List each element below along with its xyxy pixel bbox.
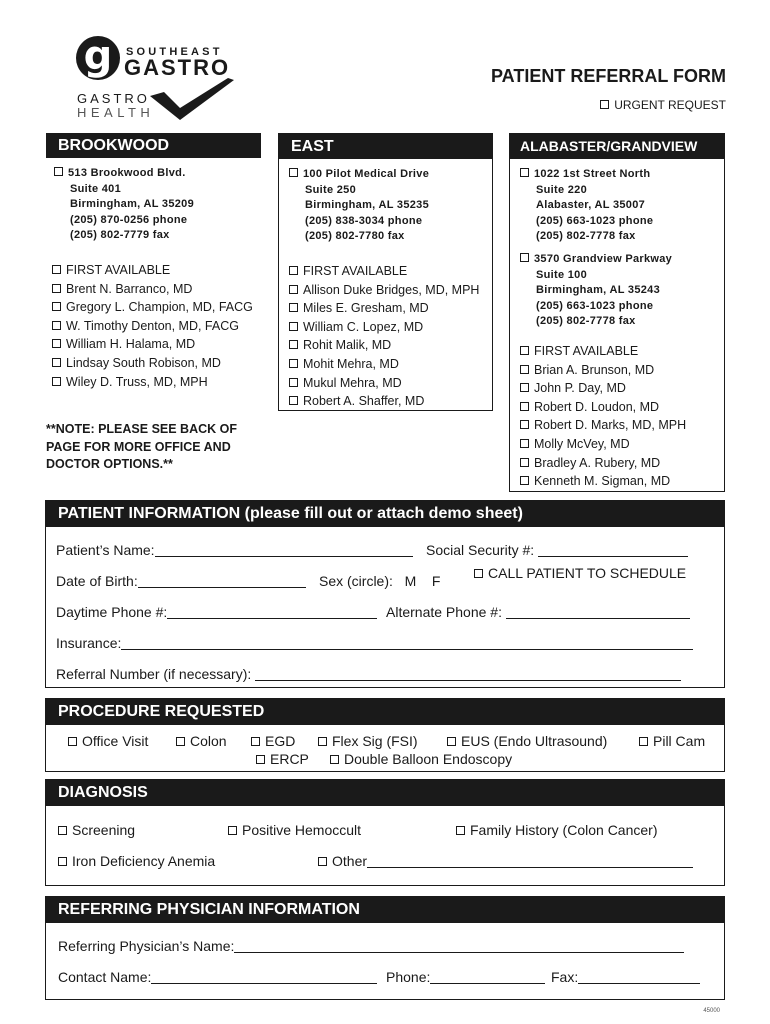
option-label: Iron Deficiency Anemia: [72, 853, 216, 869]
alternate-phone-field[interactable]: [386, 604, 690, 620]
diagnosis-section: [45, 779, 725, 886]
doctor-label: Lindsay South Robison, MD: [66, 355, 221, 370]
logo-gastro-health-line2: HEALTH: [77, 105, 155, 120]
contact-name-input[interactable]: [151, 970, 377, 984]
doctor-option[interactable]: [289, 262, 492, 281]
doctor-label: Brian A. Brunson, MD: [534, 362, 655, 377]
checkbox[interactable]: [289, 359, 298, 368]
checkbox[interactable]: [520, 168, 529, 177]
checkbox[interactable]: [289, 378, 298, 387]
doctor-option[interactable]: [52, 335, 261, 354]
field-label: Alternate Phone #:: [386, 604, 502, 620]
procedure-option[interactable]: [318, 733, 418, 749]
diagnosis-option[interactable]: [58, 853, 215, 869]
option-label: Positive Hemoccult: [242, 822, 362, 838]
doctor-option[interactable]: [289, 299, 492, 318]
insurance-field[interactable]: [56, 635, 693, 651]
checkbox[interactable]: [520, 439, 529, 448]
address-option[interactable]: [289, 167, 492, 183]
doctor-list: [46, 244, 261, 391]
referring-physician-section: [45, 896, 725, 1000]
checkbox[interactable]: [318, 857, 327, 866]
checkbox[interactable]: [52, 377, 61, 386]
checkbox[interactable]: [456, 826, 465, 835]
doctor-list: [510, 330, 724, 491]
ssn-input[interactable]: [538, 543, 688, 557]
sex-field: [319, 573, 440, 589]
field-label: Social Security #:: [426, 542, 535, 558]
logo-gastro-health-line1: GASTRO: [77, 91, 150, 106]
doctor-label: Robert D. Marks, MD, MPH: [534, 418, 687, 433]
doctor-option[interactable]: [520, 379, 724, 398]
doctor-option[interactable]: [289, 318, 492, 337]
checkbox[interactable]: [256, 755, 265, 764]
doctor-option[interactable]: [52, 354, 261, 373]
other-input[interactable]: [367, 854, 693, 868]
address-line: (205) 802-7780 fax: [305, 230, 405, 243]
section-heading: PATIENT INFORMATION (please fill out or attach demo sheet): [46, 501, 724, 527]
checkbox[interactable]: [52, 321, 61, 330]
field-label: Phone:: [386, 969, 431, 985]
address-line: 513 Brookwood Blvd.: [68, 167, 186, 179]
checkbox[interactable]: [639, 737, 648, 746]
option-label: Flex Sig (FSI): [332, 733, 418, 749]
checkbox[interactable]: [318, 737, 327, 746]
doctor-label: William C. Lopez, MD: [303, 319, 424, 334]
field-label: Daytime Phone #:: [56, 604, 168, 620]
insurance-input[interactable]: [121, 636, 693, 650]
doctor-label: Allison Duke Bridges, MD, MPH: [303, 282, 480, 297]
doctor-label: Wiley D. Truss, MD, MPH: [66, 374, 208, 389]
doctor-label: Gregory L. Champion, MD, FACG: [66, 300, 253, 315]
fax-input[interactable]: [578, 970, 700, 984]
procedure-option[interactable]: [251, 733, 295, 749]
procedure-option[interactable]: [68, 733, 148, 749]
address-option[interactable]: [520, 252, 724, 268]
checkbox[interactable]: [52, 339, 61, 348]
option-label: Other: [332, 853, 368, 869]
doctor-option[interactable]: [520, 398, 724, 417]
option-label: ERCP: [270, 751, 309, 767]
checkbox[interactable]: [52, 284, 61, 293]
address-option[interactable]: [520, 167, 724, 183]
doctor-option[interactable]: [52, 317, 261, 336]
doctor-label: Robert A. Shaffer, MD: [303, 394, 425, 409]
checkbox[interactable]: [68, 737, 77, 746]
field-label: Contact Name:: [58, 969, 152, 985]
doctor-label: FIRST AVAILABLE: [303, 263, 408, 278]
address-line: (205) 802-7778 fax: [536, 230, 636, 243]
form-title: PATIENT REFERRAL FORM: [491, 66, 726, 86]
doctor-label: Bradley A. Rubery, MD: [534, 455, 661, 470]
doctor-option[interactable]: [52, 280, 261, 299]
location-brookwood: [46, 133, 261, 391]
contact-name-field[interactable]: [58, 969, 377, 985]
checkbox[interactable]: [54, 167, 63, 176]
address-line: 1022 1st Street North: [534, 168, 651, 180]
checkbox[interactable]: [52, 358, 61, 367]
checkmark-logo-icon: [150, 78, 234, 122]
doctor-option[interactable]: [52, 373, 261, 392]
checkbox[interactable]: [289, 168, 298, 177]
field-label: Referring Physician’s Name:: [58, 938, 235, 954]
procedure-option[interactable]: [447, 733, 607, 749]
sex-f-option[interactable]: F: [431, 573, 441, 589]
option-label: Colon: [190, 733, 227, 749]
phone-field[interactable]: [386, 969, 545, 985]
procedure-option[interactable]: [256, 751, 309, 767]
field-label: Insurance:: [56, 635, 122, 651]
procedure-option[interactable]: [639, 733, 705, 749]
option-label: Screening: [72, 822, 136, 838]
doctor-label: FIRST AVAILABLE: [66, 262, 171, 277]
address-line: (205) 802-7779 fax: [70, 229, 170, 242]
option-label: Double Balloon Endoscopy: [344, 751, 513, 767]
field-label: CALL PATIENT TO SCHEDULE: [488, 565, 687, 581]
checkbox[interactable]: [474, 569, 483, 578]
field-label: Sex (circle):: [319, 573, 393, 589]
doctor-option[interactable]: [520, 416, 724, 435]
section-heading: PROCEDURE REQUESTED: [46, 699, 724, 725]
sex-m-option[interactable]: M: [404, 573, 417, 589]
urgent-request-option[interactable]: [600, 98, 726, 112]
checkbox[interactable]: [52, 302, 61, 311]
doctor-option[interactable]: [289, 336, 492, 355]
doctor-option[interactable]: [520, 472, 724, 491]
doctor-option[interactable]: [52, 298, 261, 317]
procedure-option[interactable]: [330, 751, 512, 767]
checkbox[interactable]: [520, 458, 529, 467]
field-label: Referral Number (if necessary):: [56, 666, 252, 682]
doctor-label: Rohit Malik, MD: [303, 338, 392, 353]
location-address: [510, 245, 724, 330]
checkbox[interactable]: [520, 383, 529, 392]
doctor-label: Molly McVey, MD: [534, 436, 630, 451]
field-label: Date of Birth:: [56, 573, 138, 589]
address-line: Suite 401: [70, 182, 122, 195]
address-line: Suite 250: [305, 183, 357, 196]
fax-field[interactable]: [551, 969, 700, 985]
daytime-phone-field[interactable]: [56, 604, 377, 620]
referring-physician-input[interactable]: [234, 939, 684, 953]
logo-southeast: SOUTHEAST: [126, 46, 223, 58]
option-label: Pill Cam: [653, 733, 706, 749]
doctor-label: Mohit Mehra, MD: [303, 356, 399, 371]
doctor-label: Brent N. Barranco, MD: [66, 281, 193, 296]
doctor-option[interactable]: [289, 374, 492, 393]
referral-number-field[interactable]: [56, 666, 681, 682]
doctor-option[interactable]: [289, 281, 492, 300]
diagnosis-other-option[interactable]: [318, 853, 693, 869]
option-label: Office Visit: [82, 733, 149, 749]
referring-physician-field[interactable]: [58, 938, 684, 954]
address-line: Birmingham, AL 35209: [70, 198, 194, 211]
checkbox[interactable]: [58, 826, 67, 835]
patient-name-field[interactable]: [56, 542, 413, 558]
checkbox[interactable]: [520, 476, 529, 485]
address-line: Alabaster, AL 35007: [536, 199, 646, 212]
doctor-list: [279, 245, 492, 411]
diagnosis-option[interactable]: [58, 822, 135, 838]
option-label: EGD: [265, 733, 296, 749]
checkbox[interactable]: [289, 340, 298, 349]
call-patient-option[interactable]: [474, 565, 686, 581]
location-heading: EAST: [279, 134, 492, 159]
doctor-option[interactable]: [289, 392, 492, 411]
field-label: Fax:: [551, 969, 579, 985]
checkbox[interactable]: [520, 253, 529, 262]
address-line: Birmingham, AL 35243: [536, 284, 660, 297]
patient-information-section: [45, 500, 725, 688]
diagnosis-option[interactable]: [456, 822, 657, 838]
address-line: (205) 870-0256 phone: [70, 213, 188, 226]
field-label: Patient’s Name:: [56, 542, 155, 558]
checkbox[interactable]: [52, 265, 61, 274]
phone-input[interactable]: [430, 970, 545, 984]
patient-name-input[interactable]: [155, 543, 413, 557]
section-heading: REFERRING PHYSICIAN INFORMATION: [46, 897, 724, 923]
doctor-label: Robert D. Loudon, MD: [534, 399, 660, 414]
location-east: [278, 133, 493, 411]
doctor-label: William H. Halama, MD: [66, 337, 196, 352]
checkbox[interactable]: [520, 365, 529, 374]
section-heading: DIAGNOSIS: [46, 780, 724, 806]
doctor-option[interactable]: [520, 435, 724, 454]
checkbox[interactable]: [520, 346, 529, 355]
daytime-phone-input[interactable]: [167, 605, 377, 619]
checkbox[interactable]: [251, 737, 260, 746]
location-address: [46, 158, 261, 244]
procedure-option[interactable]: [176, 733, 227, 749]
procedure-section: [45, 698, 725, 772]
address-line: 3570 Grandview Parkway: [534, 252, 673, 265]
doctor-option[interactable]: [520, 454, 724, 473]
doctor-option[interactable]: [289, 355, 492, 374]
ssn-field[interactable]: [426, 542, 688, 558]
checkbox[interactable]: [520, 402, 529, 411]
back-page-note: **NOTE: PLEASE SEE BACK OF PAGE FOR MORE OFFICE AND DOCTOR OPTIONS.**: [46, 422, 237, 471]
referral-number-input[interactable]: [255, 667, 681, 681]
address-line: Suite 100: [536, 268, 588, 281]
checkbox[interactable]: [289, 285, 298, 294]
checkbox[interactable]: [176, 737, 185, 746]
checkbox[interactable]: [520, 420, 529, 429]
dob-input[interactable]: [138, 574, 306, 588]
location-heading: ALABASTER/GRANDVIEW: [510, 134, 724, 159]
doctor-label: FIRST AVAILABLE: [534, 343, 639, 358]
dob-field[interactable]: [56, 573, 306, 589]
doctor-label: Mukul Mehra, MD: [303, 375, 402, 390]
option-label: Family History (Colon Cancer): [470, 822, 658, 838]
checkbox[interactable]: [447, 737, 456, 746]
checkbox[interactable]: [58, 857, 67, 866]
form-code: 45000: [703, 1008, 720, 1014]
location-alabaster-grandview: [509, 133, 725, 492]
checkbox[interactable]: [228, 826, 237, 835]
address-option[interactable]: [54, 166, 261, 182]
address-line: Birmingham, AL 35235: [305, 199, 429, 212]
diagnosis-option[interactable]: [228, 822, 361, 838]
logo-gastro: GASTRO: [124, 55, 231, 80]
logo-g-mark: g: [76, 36, 120, 80]
address-line: (205) 663-1023 phone: [536, 299, 654, 312]
doctor-option[interactable]: [52, 261, 261, 280]
location-heading: BROOKWOOD: [46, 133, 261, 158]
location-address: [279, 159, 492, 245]
checkbox[interactable]: [330, 755, 339, 764]
urgent-label: URGENT REQUEST: [614, 98, 726, 112]
doctor-label: Kenneth M. Sigman, MD: [534, 474, 671, 489]
address-line: Suite 220: [536, 183, 588, 196]
location-address: [510, 159, 724, 245]
checkbox[interactable]: [289, 266, 298, 275]
checkbox[interactable]: [289, 322, 298, 331]
doctor-label: W. Timothy Denton, MD, FACG: [66, 318, 239, 333]
address-line: (205) 838-3034 phone: [305, 214, 423, 227]
option-label: EUS (Endo Ultrasound): [461, 733, 608, 749]
doctor-label: John P. Day, MD: [534, 381, 626, 396]
doctor-option[interactable]: [520, 342, 724, 361]
address-line: 100 Pilot Medical Drive: [303, 168, 430, 180]
checkbox[interactable]: [289, 396, 298, 405]
urgent-checkbox[interactable]: [600, 100, 609, 109]
checkbox[interactable]: [289, 303, 298, 312]
alternate-phone-input[interactable]: [506, 605, 690, 619]
address-line: (205) 663-1023 phone: [536, 214, 654, 227]
doctor-label: Miles E. Gresham, MD: [303, 301, 429, 316]
address-line: (205) 802-7778 fax: [536, 315, 636, 328]
doctor-option[interactable]: [520, 361, 724, 380]
